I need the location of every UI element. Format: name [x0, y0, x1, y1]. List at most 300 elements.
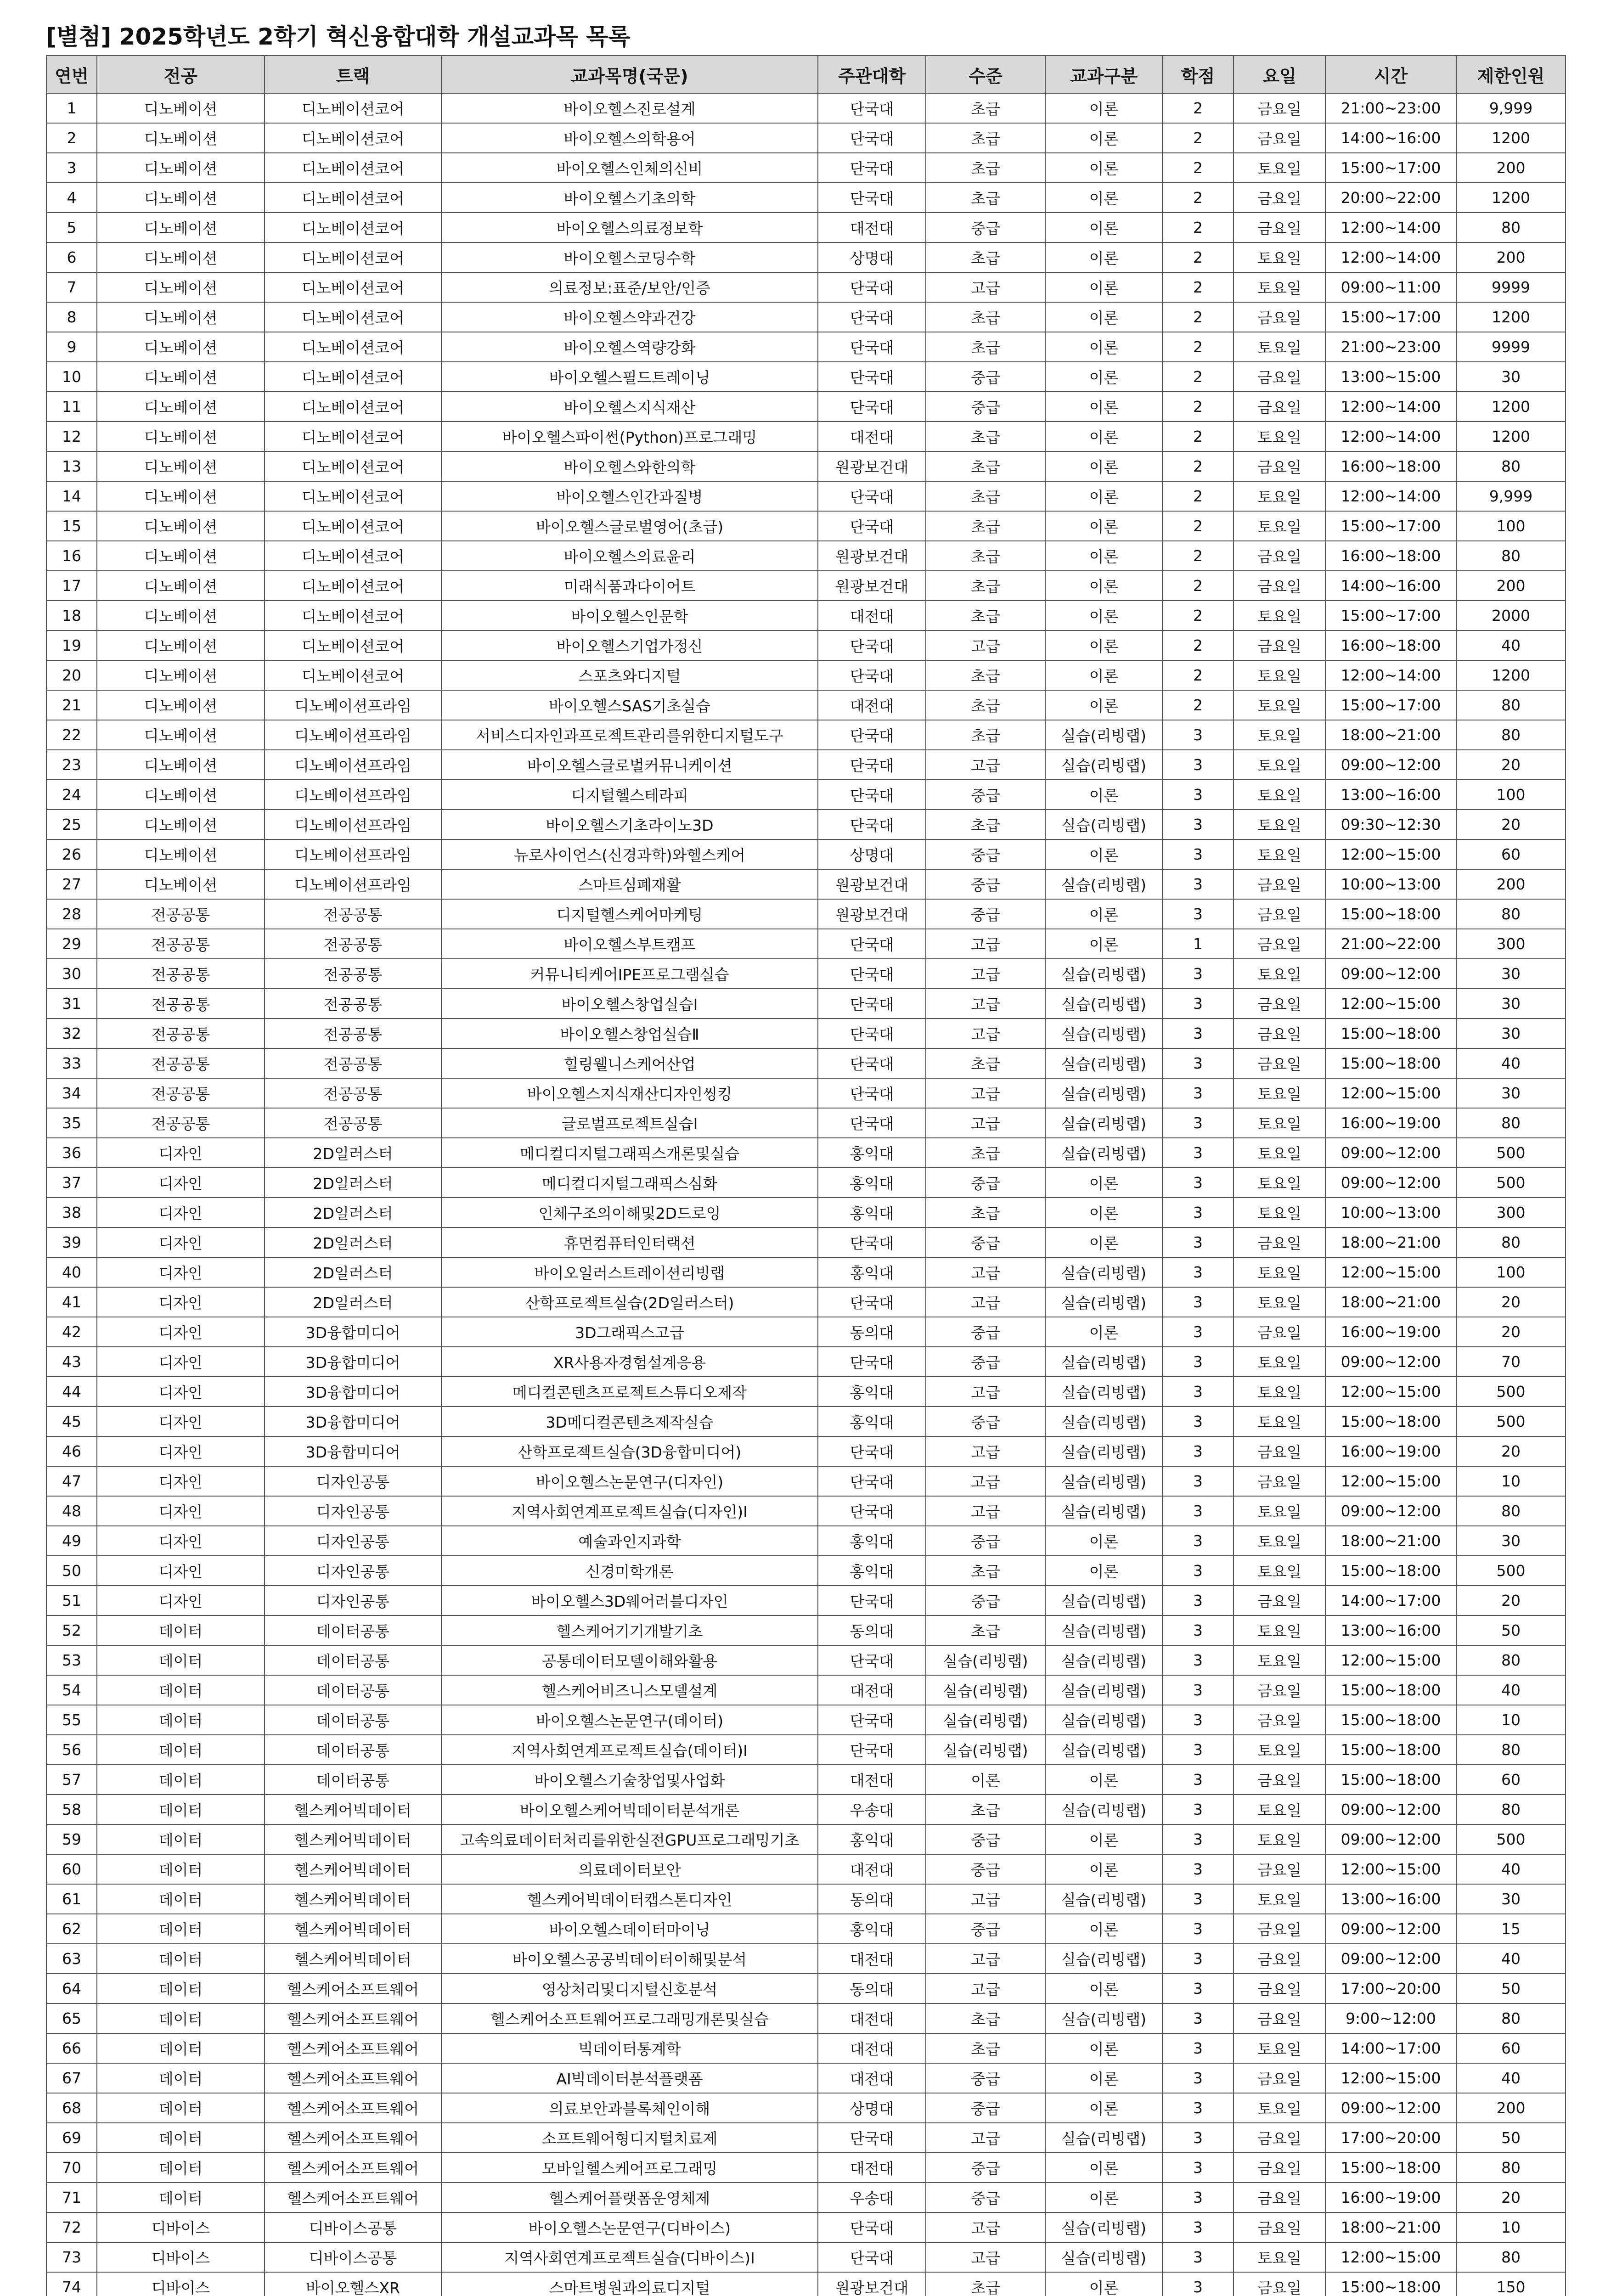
table-cell: 12:00~14:00: [1325, 481, 1456, 511]
table-cell: 80: [1456, 2153, 1566, 2183]
table-cell: 토요일: [1234, 422, 1325, 451]
table-cell: 41: [46, 1287, 97, 1317]
table-cell: 단국대: [818, 630, 926, 660]
table-cell: 이론: [1045, 242, 1162, 272]
table-cell: 32: [46, 1019, 97, 1048]
table-cell: 전공공통: [265, 1108, 441, 1138]
table-cell: 31: [46, 989, 97, 1019]
table-cell: 72: [46, 2212, 97, 2242]
table-cell: 09:00~12:00: [1325, 1138, 1456, 1168]
table-cell: 16:00~18:00: [1325, 541, 1456, 571]
table-cell: 디자인: [97, 1556, 265, 1586]
table-cell: 초급: [926, 601, 1045, 630]
table-cell: 초급: [926, 1048, 1045, 1078]
table-cell: 메디컬디지털그래픽스개론및실습: [441, 1138, 818, 1168]
table-cell: 실습(리빙랩): [1045, 959, 1162, 989]
column-header: 교과구분: [1045, 56, 1162, 93]
table-cell: 실습(리빙랩): [1045, 750, 1162, 780]
table-cell: 단국대: [818, 1227, 926, 1257]
table-row: [46, 1257, 1566, 1287]
table-cell: 디노베이션코어: [265, 660, 441, 690]
table-cell: 16:00~19:00: [1325, 2183, 1456, 2212]
table-row: [46, 242, 1566, 272]
table-cell: 초급: [926, 123, 1045, 153]
table-row: [46, 213, 1566, 242]
table-cell: 50: [1456, 1974, 1566, 2003]
table-cell: 3: [1162, 1347, 1234, 1377]
table-cell: 15:00~17:00: [1325, 511, 1456, 541]
table-cell: 바이오헬스인문학: [441, 601, 818, 630]
table-cell: 금요일: [1234, 1436, 1325, 1466]
table-cell: 중급: [926, 869, 1045, 899]
table-cell: 실습(리빙랩): [926, 1705, 1045, 1735]
table-cell: 80: [1456, 451, 1566, 481]
table-cell: 3: [1162, 839, 1234, 869]
table-row: [46, 780, 1566, 810]
table-cell: 2: [1162, 392, 1234, 422]
table-row: [46, 1645, 1566, 1675]
table-cell: 헬스케어소프트웨어프로그래밍개론및실습: [441, 2003, 818, 2033]
table-row: [46, 1078, 1566, 1108]
table-cell: 2D일러스터: [265, 1287, 441, 1317]
table-cell: 초급: [926, 660, 1045, 690]
table-cell: 15:00~17:00: [1325, 690, 1456, 720]
table-cell: 스마트병원과의료디지털: [441, 2272, 818, 2296]
table-cell: 이론: [1045, 2063, 1162, 2093]
table-cell: 48: [46, 1496, 97, 1526]
table-cell: 토요일: [1234, 1257, 1325, 1287]
table-cell: 실습(리빙랩): [1045, 1257, 1162, 1287]
table-cell: 실습(리빙랩): [926, 1675, 1045, 1705]
table-cell: 데이터공통: [265, 1765, 441, 1795]
table-cell: 디노베이션코어: [265, 302, 441, 332]
table-cell: 고급: [926, 959, 1045, 989]
table-cell: 초급: [926, 153, 1045, 183]
table-cell: 실습(리빙랩): [1045, 1108, 1162, 1138]
table-cell: 3: [1162, 1884, 1234, 1914]
table-row: [46, 2063, 1566, 2093]
table-cell: 금요일: [1234, 123, 1325, 153]
table-cell: 이론: [1045, 571, 1162, 601]
table-cell: 중급: [926, 1526, 1045, 1556]
table-cell: 초급: [926, 1556, 1045, 1586]
table-cell: 단국대: [818, 392, 926, 422]
table-cell: 디자인: [97, 1407, 265, 1436]
table-header-row: [46, 56, 1566, 93]
table-cell: 3: [1162, 2153, 1234, 2183]
table-cell: 토요일: [1234, 1824, 1325, 1854]
table-cell: 실습(리빙랩): [1045, 1287, 1162, 1317]
table-cell: 디노베이션: [97, 123, 265, 153]
table-cell: 초급: [926, 571, 1045, 601]
table-cell: 중급: [926, 2093, 1045, 2123]
table-cell: 3: [1162, 1377, 1234, 1407]
table-cell: 2: [1162, 601, 1234, 630]
table-cell: 헬스케어빅데이터캡스톤디자인: [441, 1884, 818, 1914]
table-cell: 20: [1456, 1586, 1566, 1615]
table-cell: 중급: [926, 1168, 1045, 1198]
table-cell: 동의대: [818, 1317, 926, 1347]
table-cell: 초급: [926, 302, 1045, 332]
table-cell: 디바이스: [97, 2272, 265, 2296]
table-cell: 전공공통: [265, 929, 441, 959]
table-cell: 80: [1456, 2242, 1566, 2272]
table-cell: 3: [1162, 810, 1234, 839]
table-cell: 18:00~21:00: [1325, 720, 1456, 750]
table-cell: 디자인공통: [265, 1466, 441, 1496]
table-cell: 3: [1162, 1496, 1234, 1526]
table-cell: 초급: [926, 2033, 1045, 2063]
table-cell: 헬스케어비즈니스모델설계: [441, 1675, 818, 1705]
table-cell: 3: [1162, 1048, 1234, 1078]
table-cell: 25: [46, 810, 97, 839]
table-cell: 데이터: [97, 1645, 265, 1675]
table-cell: 디바이스: [97, 2242, 265, 2272]
table-cell: 메디컬콘텐츠프로젝트스튜디오제작: [441, 1377, 818, 1407]
table-cell: 단국대: [818, 123, 926, 153]
table-cell: 고급: [926, 1078, 1045, 1108]
table-cell: 데이터: [97, 1944, 265, 1974]
table-cell: 10:00~13:00: [1325, 1198, 1456, 1227]
table-cell: 디노베이션코어: [265, 183, 441, 213]
table-cell: 헬스케어소프트웨어: [265, 2093, 441, 2123]
table-cell: 금요일: [1234, 1765, 1325, 1795]
table-cell: 바이오헬스기업가정신: [441, 630, 818, 660]
table-cell: 금요일: [1234, 392, 1325, 422]
table-cell: 12:00~15:00: [1325, 989, 1456, 1019]
table-cell: 이론: [1045, 302, 1162, 332]
table-cell: 고급: [926, 2212, 1045, 2242]
table-cell: 고속의료데이터처리를위한실전GPU프로그래밍기초: [441, 1824, 818, 1854]
table-cell: 80: [1456, 690, 1566, 720]
table-cell: 토요일: [1234, 1526, 1325, 1556]
table-cell: 35: [46, 1108, 97, 1138]
table-cell: 토요일: [1234, 153, 1325, 183]
table-cell: 40: [46, 1257, 97, 1287]
table-cell: 80: [1456, 1496, 1566, 1526]
table-cell: 300: [1456, 1198, 1566, 1227]
table-cell: 초급: [926, 1795, 1045, 1824]
table-row: [46, 332, 1566, 362]
table-cell: 의료정보:표준/보안/인증: [441, 272, 818, 302]
table-cell: 500: [1456, 1168, 1566, 1198]
table-row: [46, 601, 1566, 630]
table-cell: 서비스디자인과프로젝트관리를위한디지털도구: [441, 720, 818, 750]
table-cell: 14: [46, 481, 97, 511]
table-row: [46, 690, 1566, 720]
table-cell: 30: [1456, 989, 1566, 1019]
table-row: [46, 1347, 1566, 1377]
table-cell: 3: [1162, 1914, 1234, 1944]
table-cell: 1200: [1456, 123, 1566, 153]
table-cell: 헬스케어소프트웨어: [265, 2183, 441, 2212]
table-cell: 데이터: [97, 1854, 265, 1884]
table-cell: 바이오헬스파이썬(Python)프로그래밍: [441, 422, 818, 451]
table-cell: 금요일: [1234, 1944, 1325, 1974]
table-cell: 3: [1162, 2183, 1234, 2212]
table-cell: 단국대: [818, 1705, 926, 1735]
table-cell: 단국대: [818, 1108, 926, 1138]
table-cell: 고급: [926, 750, 1045, 780]
table-cell: 바이오헬스SAS기초실습: [441, 690, 818, 720]
table-cell: 80: [1456, 1645, 1566, 1675]
table-row: [46, 302, 1566, 332]
table-cell: 18:00~21:00: [1325, 1227, 1456, 1257]
table-cell: 500: [1456, 1556, 1566, 1586]
table-row: [46, 2242, 1566, 2272]
table-cell: 2: [1162, 183, 1234, 213]
table-cell: 200: [1456, 2093, 1566, 2123]
table-cell: 30: [1456, 1526, 1566, 1556]
table-cell: 3: [1162, 1824, 1234, 1854]
table-cell: 바이오헬스의료윤리: [441, 541, 818, 571]
table-cell: 디노베이션프라임: [265, 780, 441, 810]
table-cell: 49: [46, 1526, 97, 1556]
table-cell: 1200: [1456, 183, 1566, 213]
table-cell: 실습(리빙랩): [926, 1735, 1045, 1765]
column-header: 교과목명(국문): [441, 56, 818, 93]
table-row: [46, 1944, 1566, 1974]
table-row: [46, 1526, 1566, 1556]
table-cell: 디노베이션: [97, 242, 265, 272]
table-cell: 금요일: [1234, 2153, 1325, 2183]
table-cell: 12: [46, 422, 97, 451]
table-cell: 3: [1162, 1645, 1234, 1675]
table-cell: 디자인: [97, 1347, 265, 1377]
table-cell: 동의대: [818, 1884, 926, 1914]
table-cell: 3: [1162, 1944, 1234, 1974]
table-row: [46, 959, 1566, 989]
document-page: [46, 18, 1565, 2296]
table-cell: 홍익대: [818, 1914, 926, 1944]
table-row: [46, 1436, 1566, 1466]
table-cell: 이론: [1045, 481, 1162, 511]
table-cell: 초급: [926, 2272, 1045, 2296]
table-cell: 초급: [926, 481, 1045, 511]
table-cell: 3: [1162, 2212, 1234, 2242]
table-cell: 디노베이션: [97, 153, 265, 183]
table-cell: 3D융합미디어: [265, 1317, 441, 1347]
table-cell: 80: [1456, 541, 1566, 571]
table-cell: 바이오헬스글로벌커뮤니케이션: [441, 750, 818, 780]
table-cell: 80: [1456, 1108, 1566, 1138]
table-cell: 디노베이션코어: [265, 481, 441, 511]
table-row: [46, 1765, 1566, 1795]
table-row: [46, 2272, 1566, 2296]
table-cell: 13:00~15:00: [1325, 362, 1456, 392]
table-row: [46, 1586, 1566, 1615]
table-cell: 초급: [926, 422, 1045, 451]
table-cell: 이론: [1045, 213, 1162, 242]
table-cell: 이론: [1045, 183, 1162, 213]
table-row: [46, 2003, 1566, 2033]
table-cell: 데이터공통: [265, 1675, 441, 1705]
table-cell: 단국대: [818, 2212, 926, 2242]
table-cell: 단국대: [818, 511, 926, 541]
table-cell: 3: [1162, 959, 1234, 989]
table-cell: 우송대: [818, 2183, 926, 2212]
table-cell: 15:00~18:00: [1325, 1048, 1456, 1078]
table-cell: 초급: [926, 183, 1045, 213]
table-cell: 20:00~22:00: [1325, 183, 1456, 213]
table-cell: 3D융합미디어: [265, 1347, 441, 1377]
table-row: [46, 153, 1566, 183]
table-cell: 디자인: [97, 1436, 265, 1466]
table-row: [46, 1854, 1566, 1884]
table-cell: 2000: [1456, 601, 1566, 630]
table-cell: 2D일러스터: [265, 1257, 441, 1287]
table-row: [46, 630, 1566, 660]
table-cell: 의료데이터보안: [441, 1854, 818, 1884]
table-cell: 4: [46, 183, 97, 213]
table-cell: 디노베이션: [97, 481, 265, 511]
table-row: [46, 1795, 1566, 1824]
table-row: [46, 2153, 1566, 2183]
table-cell: 18:00~21:00: [1325, 1287, 1456, 1317]
table-cell: 21:00~22:00: [1325, 929, 1456, 959]
table-cell: 단국대: [818, 2123, 926, 2153]
table-cell: 중급: [926, 1914, 1045, 1944]
table-cell: 금요일: [1234, 1317, 1325, 1347]
table-cell: 바이오헬스와한의학: [441, 451, 818, 481]
column-header: 시간: [1325, 56, 1456, 93]
table-cell: 실습(리빙랩): [1045, 1645, 1162, 1675]
table-cell: 디노베이션: [97, 302, 265, 332]
table-cell: 디자인: [97, 1496, 265, 1526]
table-cell: 2: [1162, 481, 1234, 511]
table-cell: 디노베이션: [97, 451, 265, 481]
table-cell: 홍익대: [818, 1556, 926, 1586]
table-cell: 우송대: [818, 1795, 926, 1824]
table-cell: 1200: [1456, 660, 1566, 690]
table-cell: 금요일: [1234, 1705, 1325, 1735]
table-cell: 1200: [1456, 422, 1566, 451]
table-cell: 실습(리빙랩): [1045, 1615, 1162, 1645]
table-cell: 3D메디컬콘텐츠제작실습: [441, 1407, 818, 1436]
table-cell: 실습(리빙랩): [1045, 1675, 1162, 1705]
table-cell: 13:00~16:00: [1325, 1884, 1456, 1914]
table-cell: 초급: [926, 1138, 1045, 1168]
table-cell: 초급: [926, 720, 1045, 750]
table-cell: 금요일: [1234, 362, 1325, 392]
table-cell: 3: [1162, 2063, 1234, 2093]
table-cell: 금요일: [1234, 989, 1325, 1019]
table-cell: 빅데이터통계학: [441, 2033, 818, 2063]
table-cell: 전공공통: [97, 1108, 265, 1138]
table-cell: 토요일: [1234, 2093, 1325, 2123]
table-cell: 30: [1456, 1078, 1566, 1108]
table-row: [46, 869, 1566, 899]
table-cell: 중급: [926, 1586, 1045, 1615]
table-cell: 금요일: [1234, 1048, 1325, 1078]
table-cell: 3: [1162, 720, 1234, 750]
table-cell: 이론: [1045, 1526, 1162, 1556]
table-cell: 토요일: [1234, 481, 1325, 511]
table-cell: 토요일: [1234, 660, 1325, 690]
table-cell: 금요일: [1234, 571, 1325, 601]
table-cell: 14:00~16:00: [1325, 123, 1456, 153]
table-cell: 헬스케어소프트웨어: [265, 2153, 441, 2183]
table-cell: 헬스케어빅데이터: [265, 1795, 441, 1824]
table-cell: 고급: [926, 2242, 1045, 2272]
table-cell: 2: [1162, 660, 1234, 690]
table-row: [46, 1377, 1566, 1407]
table-cell: 이론: [1045, 2153, 1162, 2183]
table-cell: 토요일: [1234, 1735, 1325, 1765]
table-cell: 원광보건대: [818, 571, 926, 601]
table-cell: 토요일: [1234, 1078, 1325, 1108]
table-cell: 대전대: [818, 422, 926, 451]
table-cell: 헬스케어기기개발기초: [441, 1615, 818, 1645]
table-cell: 전공공통: [97, 1019, 265, 1048]
table-cell: 12:00~14:00: [1325, 242, 1456, 272]
table-cell: 이론: [1045, 362, 1162, 392]
table-cell: 바이오헬스논문연구(디자인): [441, 1466, 818, 1496]
table-cell: 26: [46, 839, 97, 869]
table-cell: 15:00~18:00: [1325, 899, 1456, 929]
table-cell: 64: [46, 1974, 97, 2003]
table-cell: 5: [46, 213, 97, 242]
table-row: [46, 1019, 1566, 1048]
table-cell: 20: [1456, 810, 1566, 839]
table-cell: 디자인: [97, 1466, 265, 1496]
course-table-body: [46, 93, 1566, 2296]
table-cell: 실습(리빙랩): [1045, 2212, 1162, 2242]
table-cell: 금요일: [1234, 1586, 1325, 1615]
table-cell: 09:00~12:00: [1325, 1168, 1456, 1198]
table-cell: 토요일: [1234, 1198, 1325, 1227]
table-cell: 중급: [926, 213, 1045, 242]
table-cell: 디자인: [97, 1227, 265, 1257]
table-cell: 단국대: [818, 989, 926, 1019]
table-cell: 3: [1162, 1019, 1234, 1048]
table-cell: 15:00~17:00: [1325, 601, 1456, 630]
table-cell: 스마트심폐재활: [441, 869, 818, 899]
table-cell: 초급: [926, 511, 1045, 541]
table-cell: 바이오일러스트레이션리빙랩: [441, 1257, 818, 1287]
table-cell: 고급: [926, 1496, 1045, 1526]
table-cell: 09:00~11:00: [1325, 272, 1456, 302]
table-row: [46, 1705, 1566, 1735]
table-cell: 디노베이션: [97, 272, 265, 302]
table-cell: 이론: [1045, 929, 1162, 959]
table-cell: 단국대: [818, 272, 926, 302]
table-cell: 초급: [926, 810, 1045, 839]
table-cell: 7: [46, 272, 97, 302]
table-cell: 70: [1456, 1347, 1566, 1377]
table-cell: 3: [1162, 1854, 1234, 1884]
table-cell: 바이오헬스기초라이노3D: [441, 810, 818, 839]
table-cell: 중급: [926, 2183, 1045, 2212]
table-cell: 디노베이션: [97, 690, 265, 720]
table-cell: 실습(리빙랩): [1045, 1735, 1162, 1765]
table-cell: 09:00~12:00: [1325, 2093, 1456, 2123]
table-cell: 74: [46, 2272, 97, 2296]
table-cell: 500: [1456, 1138, 1566, 1168]
table-cell: 바이오헬스논문연구(데이터): [441, 1705, 818, 1735]
table-cell: 상명대: [818, 839, 926, 869]
table-row: [46, 1198, 1566, 1227]
table-cell: 실습(리빙랩): [1045, 1407, 1162, 1436]
table-cell: 금요일: [1234, 929, 1325, 959]
table-cell: 디노베이션: [97, 571, 265, 601]
table-cell: 39: [46, 1227, 97, 1257]
table-cell: 3: [1162, 1795, 1234, 1824]
table-cell: 고급: [926, 1257, 1045, 1287]
table-row: [46, 750, 1566, 780]
table-row: [46, 1884, 1566, 1914]
table-cell: 50: [1456, 2123, 1566, 2153]
